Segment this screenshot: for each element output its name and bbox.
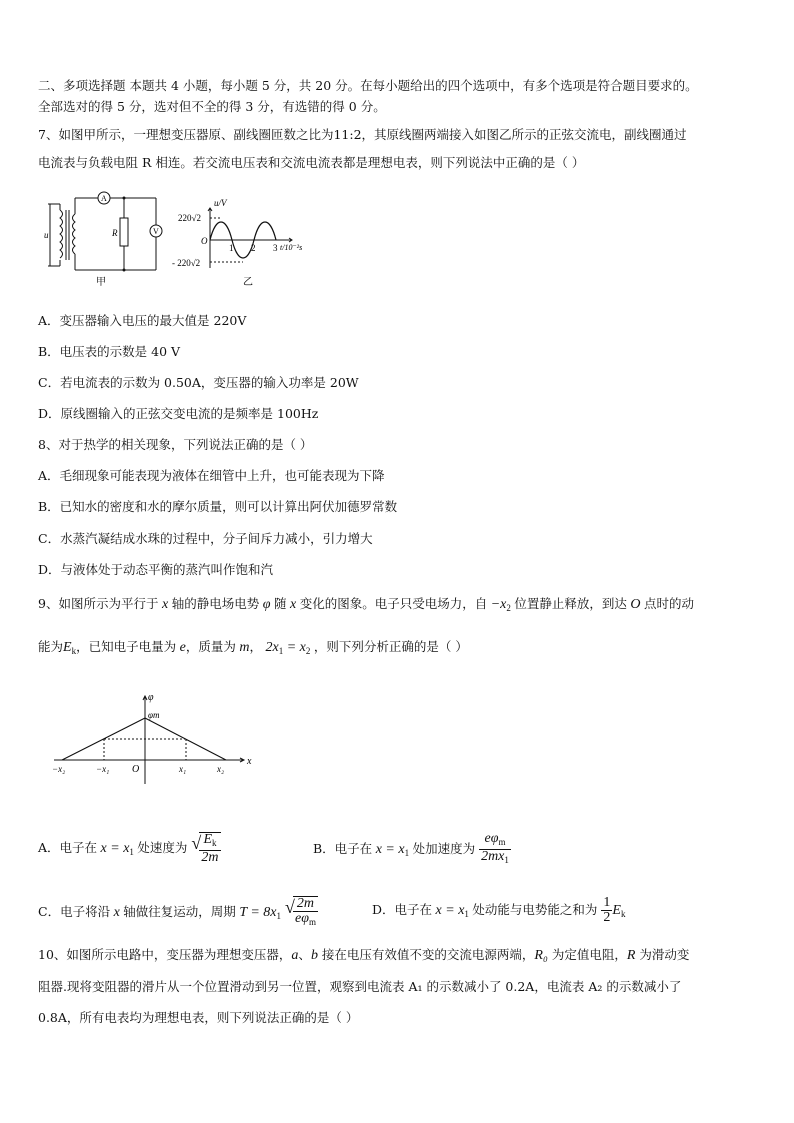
q7-origin-label: O (201, 236, 208, 246)
q7-tick-3: 3 (273, 243, 278, 253)
q7-u-label: u (44, 230, 49, 240)
q9-option-c-text2: 轴做往复运动，周期 (123, 904, 236, 919)
q7-y-bottom-label: - 220√2 (172, 258, 201, 268)
q8-stem: 8、对于热学的相关现象，下列说法正确的是（ ） (38, 437, 313, 452)
q9-text: ， (249, 639, 262, 654)
q9-text: ，质量为 (185, 639, 236, 654)
q7-tick-1: 1 (229, 243, 234, 253)
q7-y-axis-label: u/V (214, 198, 227, 208)
q7-option-a: A．变压器输入电压的最大值是 220V (38, 313, 247, 328)
q7-ammeter-label: A (101, 194, 107, 203)
q10-text: a (291, 948, 299, 963)
q9-text: 轴的静电场电势 (171, 596, 260, 611)
q9-text: 点时的动 (644, 596, 695, 611)
q9-option-a-text: A．电子在 (38, 840, 98, 855)
fraction-formula: $\frac{1}{2}$ (603, 895, 611, 925)
q7-option-d: D．原线圈输入的正弦交变电流的是频率是 100Hz (38, 406, 319, 421)
q9-option-c-text: C．电子将沿 (38, 904, 111, 919)
q10-text: 接在电压有效值不变的交流电源两端， (317, 947, 535, 962)
q10-stem-line3: 0.8A，所有电表均为理想电表，则下列说法正确的是（ ） (38, 1010, 359, 1025)
q9-text: 变化的图象。电子只受电场力，自 (299, 596, 488, 611)
q7-stem-line1: 7、如图甲所示，一理想变压器原、副线圈匝数之比为11:2，其原线圈两端接入如图乙所示的正弦交流电，副线圈通过 (38, 127, 687, 142)
q9-option-a: A．电子在 $x = x_1$ 处速度为 √ $\frac{E_k}{2m}$ (38, 832, 219, 865)
q7-circuit-jia (48, 192, 162, 270)
q9-text: 位置静止释放，到达 (514, 596, 627, 611)
q9-x-axis-label: x (247, 756, 252, 767)
sqrt-formula: √ $\frac{2m}{e\varphi_m}$ (285, 896, 316, 927)
q7-y-top-label: 220√2 (178, 213, 201, 223)
q10-text: R₀ (534, 948, 548, 963)
q9-peak-label: φm (148, 710, 160, 720)
q8-option-c: C．水蒸汽凝结成水珠的过程中，分子间斥力减小，引力增大 (38, 531, 373, 546)
fraction-formula: $\frac{e\varphi_m}{2mx_1}$ (481, 831, 509, 865)
q9-text: 随 (273, 596, 287, 611)
q9-origin: O (132, 764, 140, 775)
q9-text: ，则下列分析正确的是（ ） (313, 639, 468, 654)
q9-option-d-text2: 处动能与电势能之和为 (472, 902, 598, 917)
q9-option-a-text2: 处速度为 (137, 840, 188, 855)
q9-stem-line1: 9、如图所示为平行于 x 轴的静电场电势 φ 随 x 变化的图象。电子只受电场力，自 $-x_2$ 位置静止释放，到达 O 点时的动 (38, 596, 695, 613)
q10-text: R (626, 948, 636, 963)
q10-text: 10、如图所示电路中，变压器为理想变压器， (38, 947, 292, 962)
q9-x1: x₁ (179, 764, 187, 774)
section-header-line2: 全部选对的得 5 分，选对但不全的得 3 分，有选错的得 0 分。 (38, 99, 386, 114)
q7-option-c: C．若电流表的示数为 0.50A，变压器的输入功率是 20W (38, 375, 359, 390)
q8-option-b: B．已知水的密度和水的摩尔质量，则可以计算出阿伏加德罗常数 (38, 499, 398, 514)
q9-option-d-text: D．电子在 (372, 902, 433, 917)
q7-x-axis-label: t/10⁻²s (280, 243, 303, 252)
q9-option-b-text2: 处加速度为 (412, 841, 476, 856)
q9-option-b-text: B．电子在 (313, 841, 373, 856)
q10-text: 为滑动变 (635, 947, 690, 962)
q8-option-a: A．毛细现象可能表现为液体在细管中上升，也可能表现为下降 (38, 468, 385, 483)
q7-stem-line2: 电流表与负载电阻 R 相连。若交流电压表和交流电流表都是理想电表，则下列说法中正确的是（ ） (38, 155, 585, 170)
q9-stem-line2: 能为$E_k$，已知电子电量为 e，质量为 m， $2x_1 = x_2$ ，则下列分析正确的是（ ） (38, 639, 468, 656)
q9-y-axis-label: φ (148, 692, 154, 703)
q9-figure (48, 688, 258, 788)
q10-text: 为定值电阻， (547, 947, 627, 962)
section-header-line1: 二、多项选择题 本题共 4 小题，每小题 5 分，共 20 分。在每小题给出的四个选项中，有多个选项是符合题目要求的。 (38, 78, 698, 93)
q9-neg-x2: −x₂ (52, 764, 66, 774)
q9-option-c: C．电子将沿 x 轴做往复运动，周期 $T = 8x_1$ √ $\frac{2m}{e\varphi_m}$ (38, 896, 316, 927)
q10-stem-line1 (38, 947, 689, 964)
q9-text: 能为 (38, 639, 64, 654)
q7-graph-yi (208, 208, 292, 268)
q9-text: ，已知电子电量为 (76, 639, 177, 654)
q7-option-b: B．电压表的示数是 40 V (38, 344, 181, 359)
q10-text: 、 (298, 947, 311, 962)
q7-tick-2: 2 (251, 243, 256, 253)
q9-option-d: D．电子在 $x = x_1$ 处动能与电势能之和为 $\frac{1}{2}$ $E_k$ (372, 895, 626, 925)
q7-figure (38, 188, 318, 288)
q8-option-d: D．与液体处于动态平衡的蒸汽叫作饱和汽 (38, 562, 274, 577)
q10-text: b (310, 948, 318, 963)
q7-yi-label: 乙 (243, 277, 253, 288)
q9-x2: x₂ (217, 764, 225, 774)
q7-voltmeter-label: V (153, 227, 159, 236)
q9-neg-x1: −x₁ (96, 764, 110, 774)
q9-option-b: B．电子在 $x = x_1$ 处加速度为 $\frac{e\varphi_m}{2mx_1}$ (313, 831, 509, 865)
sqrt-formula: √ $\frac{E_k}{2m}$ (191, 832, 219, 865)
q9-text: 9、如图所示为平行于 (38, 596, 159, 611)
q7-resistor-label: R (112, 228, 118, 238)
q10-stem-line2: 阻器.现将变阻器的滑片从一个位置滑动到另一位置，观察到电流表 A₁ 的示数减小了 0.2A，电流表 A₂ 的示数减小了 (38, 979, 682, 994)
q7-jia-label: 甲 (96, 277, 106, 288)
